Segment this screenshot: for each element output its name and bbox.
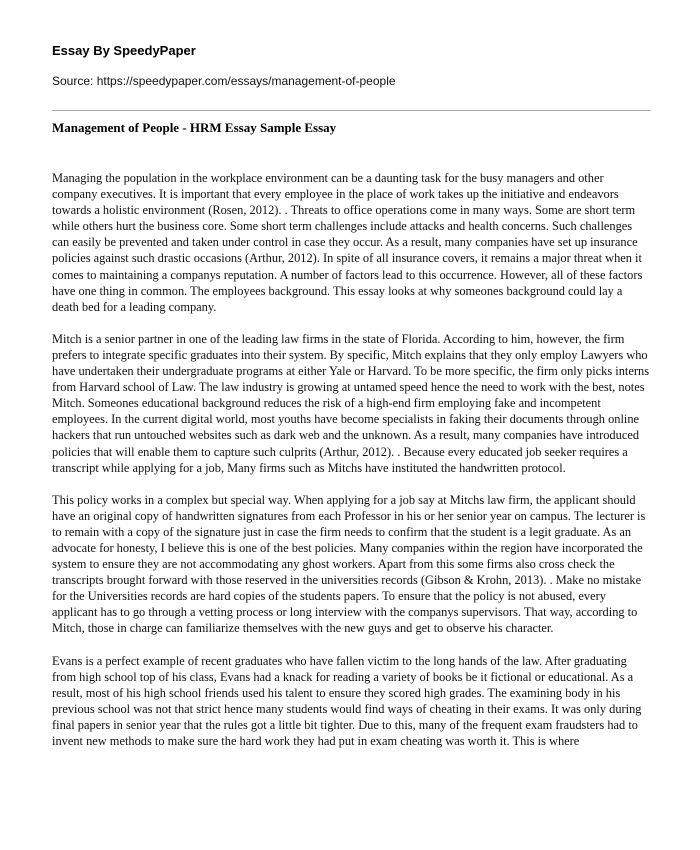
essay-title: Management of People - HRM Essay Sample Essay bbox=[52, 120, 337, 135]
source-url[interactable]: Source: https://speedypaper.com/essays/management-of-people bbox=[52, 74, 396, 88]
paragraph-1: Managing the population in the workplace environment can be a daunting task for the busy managers and other company executives. It is important that every employee in the place of work takes up the initiative and endeavors towards a holistic environment (Rosen, 2012). . Threats to office operations come in many ways. Some are short term while others hurt the business core. Some short term challenges include attacks and health concerns. Such challenges can easily be prevented and taken under control in case they occur. As a result, many companies have set up insurance policies against such drastic occasions (Arthur, 2012). In spite of all insurance covers, it remains a major threat when it comes to maintaining a companys reputation. A number of factors lead to this occurrence. However, all of these factors have one thing in common. The employees background. This essay looks at why someones background could lay a death bed for a leading company. bbox=[52, 171, 643, 314]
paragraph-4: Evans is a perfect example of recent graduates who have fallen victim to the long hands of the law. After graduating from high school top of his class, Evans had a knack for reading a variety of books be it fictional or educational. As a result, most of his high school friends used his talent to ensure they scored high grades. The examining body in his previous school was not that strict hence many students would find ways of cheating in their exams. It was only during final papers in senior year that the rules got a little bit tighter. Due to this, many of the frequent exam fraudsters had to invent new methods to make sure the hard work they had put in exam cheating was worth it. This is where bbox=[52, 653, 642, 748]
paragraph-2: Mitch is a senior partner in one of the leading law firms in the state of Florida. According to him, however, the firm prefers to integrate specific graduates into their system. By specific, Mitch explains that they only employ Lawyers who have undertaken their undergraduate programs at either Yale or Harvard. To be more specific, the firm only picks interns from Harvard school of Law. The law industry is growing at untamed speed hence the need to work with the best, notes Mitch. Someones educational background reduces the risk of a high-end firm employing fake and incompetent employees. In the current digital world, most youths have become specialists in faking their documents through online hackers that run untouched websites such as dark web and the unknown. As a result, many companies have introduced policies that will enable them to capture such culprits (Arthur, 2012). . Because every educated job seeker requires a transcript while applying for a job, Many firms such as Mitchs have instituted the handwritten protocol. bbox=[52, 331, 650, 475]
essay-body bbox=[52, 170, 652, 765]
paragraph-3: This policy works in a complex but special way. When applying for a job say at Mitchs law firm, the applicant should have an original copy of handwritten signatures from each Professor in his or her senior year on campus. The lecturer is to remain with a copy of the signature just in case the firm needs to confirm that the student is a legit graduate. As an advocate for honesty, I believe this is one of the best policies. Many companies within the region have incorporated the system to ensure they are not accommodating any ghost workers. Apart from this some firms also cross check the transcripts brought forward with those reserved in the universities records (Gibson & Krohn, 2013). . Make no mistake for the Universities records are hard copies of the students papers. To ensure that the policy is not abused, every applicant has to go through a vetting process or long interview with the companys supervisors. That way, according to Mitch, those in charge can familiarize themselves with the new guys and get to observe his character. bbox=[52, 492, 646, 636]
site-title: Essay By SpeedyPaper bbox=[52, 43, 196, 58]
header-divider bbox=[52, 110, 651, 111]
